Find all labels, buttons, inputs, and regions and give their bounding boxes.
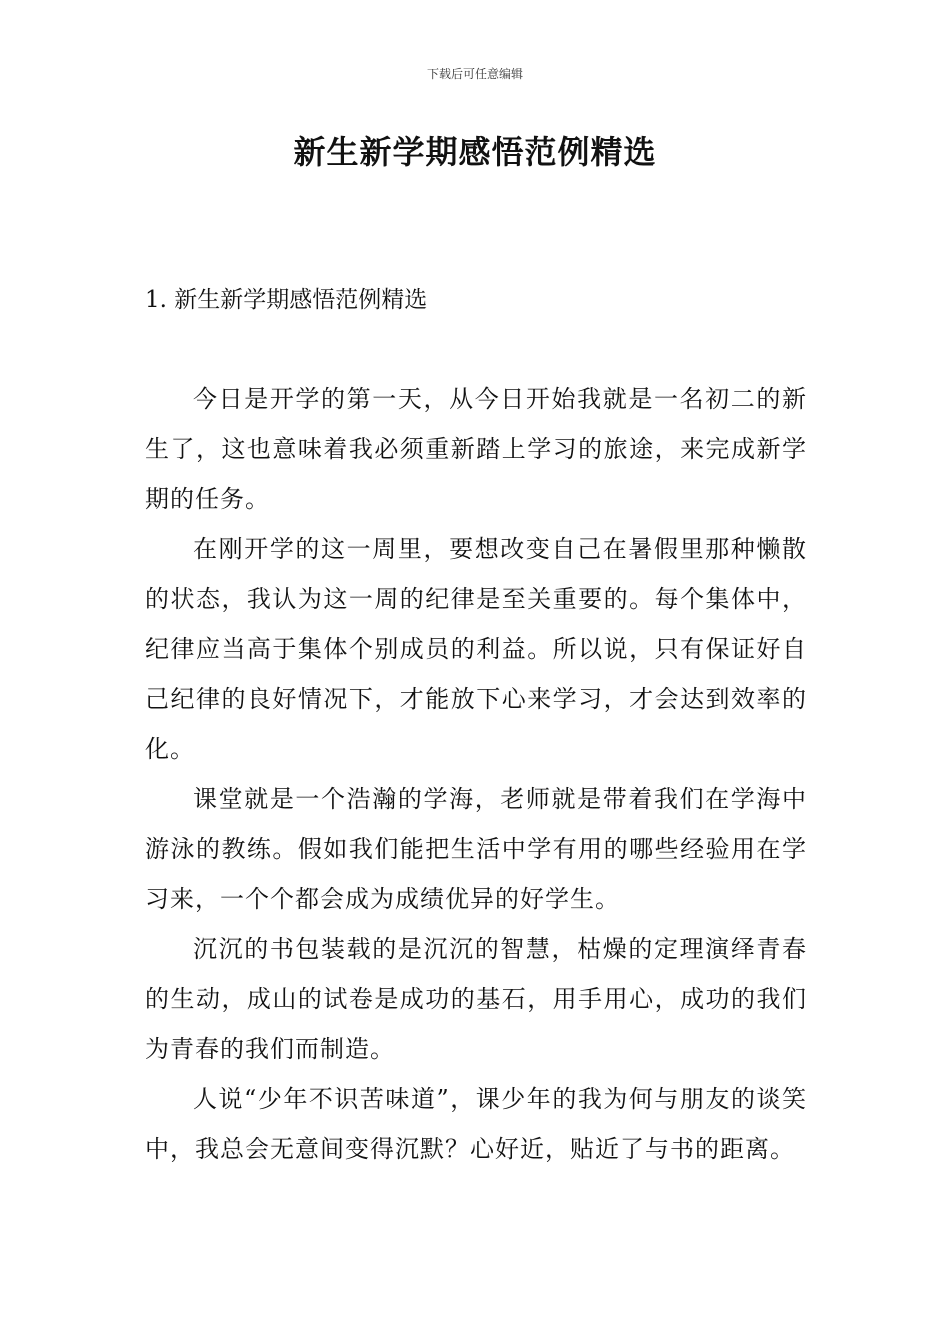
paragraph-1: 今日是开学的第一天，从今日开始我就是一名初二的新生了，这也意味着我必须重新踏上学习的旅途，来完成新学期的任务。 <box>145 385 807 513</box>
paragraph-4: 沉沉的书包装载的是沉沉的智慧，枯燥的定理演绎青春的生动，成山的试卷是成功的基石，用手用心，成功的我们为青春的我们而制造。 <box>145 935 807 1063</box>
section-heading: 1. 新生新学期感悟范例精选 <box>145 287 428 313</box>
document-title: 新生新学期感悟范例精选 <box>293 133 657 171</box>
paragraph-3: 课堂就是一个浩瀚的学海，老师就是带着我们在学海中游泳的教练。假如我们能把生活中学有用的哪些经验用在学习来，一个个都会成为成绩优异的好学生。 <box>145 785 807 913</box>
body-text <box>145 374 807 1174</box>
header-note: 下载后可任意编辑 <box>426 67 523 81</box>
paragraph-5: 人说“少年不识苦味道”，课少年的我为何与朋友的谈笑中，我总会无意间变得沉默？心好近，贴近了与书的距离。 <box>145 1085 807 1163</box>
paragraph-2: 在刚开学的这一周里，要想改变自己在暑假里那种懒散的状态，我认为这一周的纪律是至关重要的。每个集体中，纪律应当高于集体个别成员的利益。所以说，只有保证好自己纪律的良好情况下，才能放下心来学习，才会达到效率的化。 <box>145 535 807 763</box>
